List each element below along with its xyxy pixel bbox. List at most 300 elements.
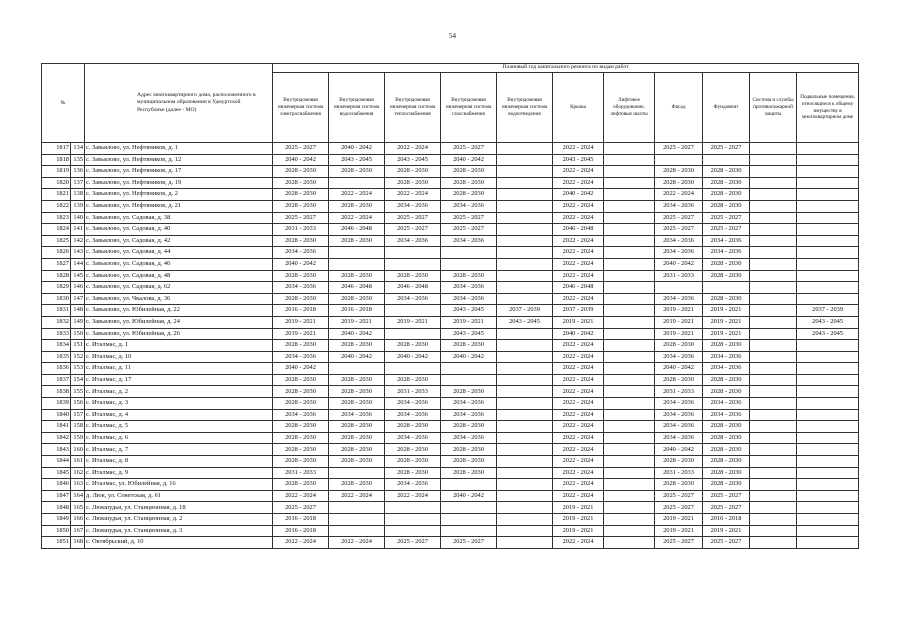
row-index-cell: 162 [71, 467, 85, 479]
table-row [42, 154, 859, 166]
year-cell: 2028 - 2030 [273, 340, 329, 352]
year-cell: 2019 - 2021 [553, 502, 604, 514]
row-number-cell: 1834 [42, 340, 71, 352]
year-cell: 2028 - 2030 [329, 398, 385, 410]
year-cell [797, 386, 859, 398]
table-row [42, 444, 859, 456]
year-cell [604, 514, 655, 526]
work-type-header: Внутридомовая инженерная система теплоснабжения [385, 73, 441, 143]
year-cell [797, 456, 859, 468]
table-row [42, 351, 859, 363]
year-cell [497, 398, 553, 410]
year-cell [441, 479, 497, 491]
year-cell: 2022 - 2024 [553, 270, 604, 282]
address-cell: с. Италмас, д. 11 [85, 363, 273, 375]
row-number-cell: 1837 [42, 374, 71, 386]
year-cell: 2034 - 2036 [441, 282, 497, 294]
year-cell: 2040 - 2042 [655, 258, 703, 270]
year-cell [497, 258, 553, 270]
year-cell: 2028 - 2030 [273, 386, 329, 398]
year-cell: 2022 - 2024 [385, 143, 441, 155]
year-cell [750, 409, 797, 421]
year-cell: 2040 - 2042 [553, 189, 604, 201]
year-cell: 2028 - 2030 [273, 456, 329, 468]
address-cell: с. Завьялово, ул. Садовая, д. 44 [85, 247, 273, 259]
year-cell: 2028 - 2030 [385, 456, 441, 468]
table-row [42, 305, 859, 317]
year-cell: 2019 - 2021 [655, 525, 703, 537]
year-cell: 2043 - 2045 [553, 154, 604, 166]
year-cell: 2022 - 2024 [329, 212, 385, 224]
work-type-header: Фасад [655, 73, 703, 143]
year-cell: 2046 - 2048 [385, 282, 441, 294]
year-cell [497, 456, 553, 468]
year-cell [797, 351, 859, 363]
year-cell [703, 154, 750, 166]
address-cell: с. Завьялово, ул. Садовая, д. 46 [85, 258, 273, 270]
num-header: № [42, 64, 85, 143]
year-cell: 2022 - 2024 [553, 398, 604, 410]
address-cell: с. Завьялово, ул. Садовая, д. 38 [85, 212, 273, 224]
year-cell [385, 328, 441, 340]
year-cell: 2028 - 2030 [441, 166, 497, 178]
year-cell: 2025 - 2027 [385, 224, 441, 236]
row-index-cell: 159 [71, 432, 85, 444]
year-cell: 2022 - 2024 [385, 189, 441, 201]
year-cell [750, 270, 797, 282]
year-cell: 2022 - 2024 [553, 490, 604, 502]
year-cell [385, 258, 441, 270]
address-cell: д. Люк, ул. Советская, д. 61 [85, 490, 273, 502]
row-index-cell: 150 [71, 328, 85, 340]
page-number: 54 [449, 32, 456, 40]
address-cell: с. Италмас, д. 8 [85, 456, 273, 468]
row-number-cell: 1822 [42, 200, 71, 212]
year-cell [604, 374, 655, 386]
year-cell: 2034 - 2036 [273, 282, 329, 294]
year-cell [604, 421, 655, 433]
year-cell: 2034 - 2036 [703, 363, 750, 375]
year-cell [750, 154, 797, 166]
year-cell: 2043 - 2045 [797, 328, 859, 340]
year-cell [604, 177, 655, 189]
year-cell: 2019 - 2021 [655, 514, 703, 526]
year-cell [604, 270, 655, 282]
year-cell [797, 537, 859, 549]
address-cell: с. Италмас, д. 5 [85, 421, 273, 433]
year-cell: 2019 - 2021 [703, 328, 750, 340]
year-cell [604, 166, 655, 178]
year-cell: 2022 - 2024 [553, 340, 604, 352]
year-cell: 2028 - 2030 [655, 456, 703, 468]
table-row [42, 212, 859, 224]
year-cell: 2028 - 2030 [385, 467, 441, 479]
year-cell: 2034 - 2036 [273, 351, 329, 363]
year-cell [604, 305, 655, 317]
work-type-header: Подвальные помещения, относящиеся к общему имуществу в многоквартирном доме [797, 73, 859, 143]
year-cell [750, 479, 797, 491]
year-cell: 2025 - 2027 [703, 143, 750, 155]
year-cell [750, 444, 797, 456]
row-number-cell: 1849 [42, 514, 71, 526]
address-cell: с. Завьялово, ул. Нефтяников, д. 21 [85, 200, 273, 212]
year-cell [497, 514, 553, 526]
year-cell [750, 212, 797, 224]
row-index-cell: 165 [71, 502, 85, 514]
year-cell [604, 525, 655, 537]
year-cell: 2028 - 2030 [703, 258, 750, 270]
year-cell [797, 502, 859, 514]
year-cell: 2037 - 2039 [797, 305, 859, 317]
year-cell: 2037 - 2039 [497, 305, 553, 317]
year-cell [797, 479, 859, 491]
row-number-cell: 1827 [42, 258, 71, 270]
year-cell [750, 189, 797, 201]
row-index-cell: 134 [71, 143, 85, 155]
year-cell: 2028 - 2030 [329, 374, 385, 386]
table-row [42, 328, 859, 340]
year-cell: 2022 - 2024 [553, 258, 604, 270]
work-type-header: Система и службы противопожарной защиты [750, 73, 797, 143]
address-cell: с. Завьялово, ул. Садовая, д. 40 [85, 224, 273, 236]
year-cell [797, 409, 859, 421]
row-number-cell: 1840 [42, 409, 71, 421]
year-cell [497, 224, 553, 236]
address-cell: с. Италмас, д. 7 [85, 444, 273, 456]
year-cell: 2028 - 2030 [441, 386, 497, 398]
year-cell: 2028 - 2030 [441, 467, 497, 479]
year-cell: 2028 - 2030 [329, 386, 385, 398]
year-cell: 2034 - 2036 [385, 409, 441, 421]
year-cell: 2031 - 2033 [273, 224, 329, 236]
year-cell [497, 432, 553, 444]
row-index-cell: 157 [71, 409, 85, 421]
year-cell: 2034 - 2036 [385, 200, 441, 212]
year-cell: 2028 - 2030 [655, 479, 703, 491]
year-cell: 2034 - 2036 [329, 409, 385, 421]
row-number-cell: 1828 [42, 270, 71, 282]
year-cell [329, 467, 385, 479]
year-cell: 2025 - 2027 [441, 537, 497, 549]
year-cell [797, 421, 859, 433]
year-cell: 2043 - 2045 [441, 328, 497, 340]
row-index-cell: 146 [71, 282, 85, 294]
year-cell: 2022 - 2024 [553, 456, 604, 468]
year-cell [797, 490, 859, 502]
year-cell: 2034 - 2036 [273, 409, 329, 421]
table-row [42, 189, 859, 201]
year-cell [703, 282, 750, 294]
row-index-cell: 158 [71, 421, 85, 433]
plan-year-header: Плановый год капитального ремонта по видам работ [273, 64, 859, 73]
row-index-cell: 148 [71, 305, 85, 317]
year-cell: 2028 - 2030 [273, 479, 329, 491]
address-cell: с. Завьялово, ул. Нефтяников, д. 1 [85, 143, 273, 155]
year-cell: 2019 - 2021 [655, 328, 703, 340]
year-cell [750, 200, 797, 212]
year-cell: 2040 - 2042 [329, 351, 385, 363]
row-index-cell: 139 [71, 200, 85, 212]
year-cell: 2028 - 2030 [441, 421, 497, 433]
year-cell [604, 200, 655, 212]
address-cell: с. Завьялово, ул. Садовая, д. 48 [85, 270, 273, 282]
year-cell: 2034 - 2036 [655, 421, 703, 433]
year-cell: 2028 - 2030 [329, 479, 385, 491]
year-cell: 2043 - 2045 [497, 316, 553, 328]
year-cell [797, 224, 859, 236]
year-cell: 2028 - 2030 [273, 166, 329, 178]
year-cell: 2028 - 2030 [655, 374, 703, 386]
year-cell [497, 282, 553, 294]
year-cell [750, 537, 797, 549]
table-row [42, 270, 859, 282]
year-cell [604, 247, 655, 259]
year-cell: 2034 - 2036 [385, 432, 441, 444]
row-number-cell: 1838 [42, 386, 71, 398]
year-cell: 2028 - 2030 [441, 340, 497, 352]
year-cell [497, 444, 553, 456]
year-cell [604, 351, 655, 363]
address-cell: с. Завьялово, ул. Садовая, д. 62 [85, 282, 273, 294]
table-row [42, 363, 859, 375]
address-cell: с. Италмас, д. 17 [85, 374, 273, 386]
year-cell: 2028 - 2030 [273, 374, 329, 386]
table-row [42, 502, 859, 514]
year-cell: 2022 - 2024 [553, 421, 604, 433]
year-cell [750, 363, 797, 375]
year-cell [497, 351, 553, 363]
year-cell: 2022 - 2024 [553, 537, 604, 549]
work-type-header: Лифтовое оборудование, лифтовые шахты [604, 73, 655, 143]
table-row [42, 537, 859, 549]
year-cell [441, 525, 497, 537]
year-cell: 2031 - 2033 [655, 270, 703, 282]
year-cell: 2019 - 2021 [553, 525, 604, 537]
year-cell: 2019 - 2021 [703, 316, 750, 328]
table-row [42, 200, 859, 212]
table-row [42, 525, 859, 537]
year-cell [329, 525, 385, 537]
year-cell [797, 514, 859, 526]
table-row [42, 293, 859, 305]
address-cell: с. Италмас, д. 2 [85, 386, 273, 398]
year-cell: 2040 - 2042 [441, 351, 497, 363]
year-cell: 2022 - 2024 [553, 409, 604, 421]
year-cell [385, 502, 441, 514]
year-cell: 2028 - 2030 [385, 166, 441, 178]
year-cell [497, 479, 553, 491]
year-cell: 2028 - 2030 [703, 189, 750, 201]
year-cell [750, 235, 797, 247]
row-index-cell: 137 [71, 177, 85, 189]
year-cell [441, 247, 497, 259]
year-cell: 2019 - 2021 [703, 525, 750, 537]
year-cell [441, 374, 497, 386]
work-type-header: Внутридомовая инженерная система водоотведения [497, 73, 553, 143]
table-row [42, 166, 859, 178]
year-cell: 2040 - 2042 [329, 143, 385, 155]
year-cell: 2028 - 2030 [655, 340, 703, 352]
year-cell: 2025 - 2027 [655, 502, 703, 514]
year-cell [797, 398, 859, 410]
year-cell: 2040 - 2042 [273, 154, 329, 166]
table-row [42, 432, 859, 444]
year-cell: 2034 - 2036 [703, 235, 750, 247]
year-cell: 2028 - 2030 [273, 432, 329, 444]
year-cell: 2028 - 2030 [329, 421, 385, 433]
year-cell: 2022 - 2024 [273, 490, 329, 502]
year-cell: 2028 - 2030 [273, 200, 329, 212]
year-cell: 2028 - 2030 [703, 467, 750, 479]
year-cell [441, 363, 497, 375]
year-cell: 2046 - 2048 [553, 282, 604, 294]
year-cell: 2028 - 2030 [703, 456, 750, 468]
year-cell: 2043 - 2045 [797, 316, 859, 328]
row-number-cell: 1847 [42, 490, 71, 502]
year-cell: 2022 - 2024 [553, 247, 604, 259]
year-cell [750, 456, 797, 468]
year-cell [604, 189, 655, 201]
year-cell [329, 502, 385, 514]
year-cell: 2022 - 2024 [553, 479, 604, 491]
year-cell [797, 166, 859, 178]
year-cell [797, 235, 859, 247]
year-cell: 2034 - 2036 [655, 398, 703, 410]
year-cell: 2037 - 2039 [553, 305, 604, 317]
year-cell [750, 398, 797, 410]
row-number-cell: 1824 [42, 224, 71, 236]
year-cell: 2019 - 2021 [553, 514, 604, 526]
year-cell [604, 398, 655, 410]
year-cell: 2034 - 2036 [273, 247, 329, 259]
year-cell: 2028 - 2030 [703, 293, 750, 305]
work-type-header: Крыша [553, 73, 604, 143]
table-row [42, 490, 859, 502]
row-index-cell: 145 [71, 270, 85, 282]
row-number-cell: 1842 [42, 432, 71, 444]
year-cell [797, 200, 859, 212]
year-cell: 2028 - 2030 [703, 177, 750, 189]
year-cell: 2043 - 2045 [385, 154, 441, 166]
year-cell [797, 154, 859, 166]
year-cell [797, 444, 859, 456]
row-number-cell: 1826 [42, 247, 71, 259]
row-index-cell: 135 [71, 154, 85, 166]
row-index-cell: 155 [71, 386, 85, 398]
row-number-cell: 1833 [42, 328, 71, 340]
row-number-cell: 1825 [42, 235, 71, 247]
year-cell [497, 502, 553, 514]
year-cell: 2034 - 2036 [441, 235, 497, 247]
year-cell: 2046 - 2048 [553, 224, 604, 236]
row-index-cell: 143 [71, 247, 85, 259]
row-index-cell: 142 [71, 235, 85, 247]
year-cell: 2031 - 2033 [655, 386, 703, 398]
table-row [42, 282, 859, 294]
year-cell [750, 351, 797, 363]
year-cell: 2034 - 2036 [441, 398, 497, 410]
year-cell [797, 212, 859, 224]
year-cell [797, 177, 859, 189]
address-cell: с. Завьялово, ул. Нефтяников, д. 17 [85, 166, 273, 178]
year-cell [385, 247, 441, 259]
year-cell [497, 189, 553, 201]
year-cell [797, 282, 859, 294]
address-cell: с. Завьялово, ул. Нефтяников, д. 12 [85, 154, 273, 166]
table-row [42, 143, 859, 155]
year-cell: 2025 - 2027 [655, 537, 703, 549]
row-number-cell: 1820 [42, 177, 71, 189]
row-index-cell: 144 [71, 258, 85, 270]
table-header [42, 64, 859, 143]
year-cell: 2022 - 2024 [553, 293, 604, 305]
year-cell: 2028 - 2030 [441, 270, 497, 282]
year-cell: 2034 - 2036 [441, 432, 497, 444]
row-index-cell: 151 [71, 340, 85, 352]
year-cell [604, 235, 655, 247]
address-cell: с. Октябрьский, д. 10 [85, 537, 273, 549]
year-cell [329, 247, 385, 259]
year-cell [497, 235, 553, 247]
year-cell [604, 386, 655, 398]
year-cell [604, 282, 655, 294]
row-number-cell: 1832 [42, 316, 71, 328]
year-cell: 2040 - 2042 [655, 363, 703, 375]
work-type-header: Фундамент [703, 73, 750, 143]
table-row [42, 247, 859, 259]
table-row [42, 386, 859, 398]
year-cell [497, 467, 553, 479]
year-cell: 2028 - 2030 [329, 166, 385, 178]
year-cell [497, 537, 553, 549]
year-cell [497, 525, 553, 537]
year-cell [604, 479, 655, 491]
year-cell: 2046 - 2048 [329, 224, 385, 236]
year-cell: 2028 - 2030 [329, 456, 385, 468]
year-cell [497, 490, 553, 502]
year-cell: 2040 - 2042 [329, 328, 385, 340]
year-cell [385, 525, 441, 537]
year-cell: 2028 - 2030 [703, 270, 750, 282]
year-cell: 2025 - 2027 [703, 502, 750, 514]
year-cell: 2028 - 2030 [329, 293, 385, 305]
year-cell: 2025 - 2027 [273, 212, 329, 224]
year-cell: 2028 - 2030 [385, 444, 441, 456]
address-cell: с. Люкшудья, ул. Станционная, д. 2 [85, 514, 273, 526]
row-number-cell: 1831 [42, 305, 71, 317]
year-cell: 2025 - 2027 [273, 502, 329, 514]
work-type-header: Внутридомовая инженерная система водоснабжения [329, 73, 385, 143]
year-cell [604, 432, 655, 444]
year-cell [750, 224, 797, 236]
row-index-cell: 168 [71, 537, 85, 549]
year-cell: 2034 - 2036 [655, 409, 703, 421]
year-cell: 2028 - 2030 [703, 444, 750, 456]
year-cell [497, 177, 553, 189]
year-cell [750, 177, 797, 189]
year-cell: 2016 - 2018 [273, 514, 329, 526]
year-cell: 2028 - 2030 [441, 177, 497, 189]
year-cell: 2028 - 2030 [385, 374, 441, 386]
year-cell: 2025 - 2027 [385, 212, 441, 224]
year-cell [750, 502, 797, 514]
address-cell: с. Италмас, д. 10 [85, 351, 273, 363]
row-index-cell: 164 [71, 490, 85, 502]
year-cell [329, 363, 385, 375]
year-cell: 2031 - 2033 [273, 467, 329, 479]
year-cell [750, 166, 797, 178]
row-index-cell: 163 [71, 479, 85, 491]
